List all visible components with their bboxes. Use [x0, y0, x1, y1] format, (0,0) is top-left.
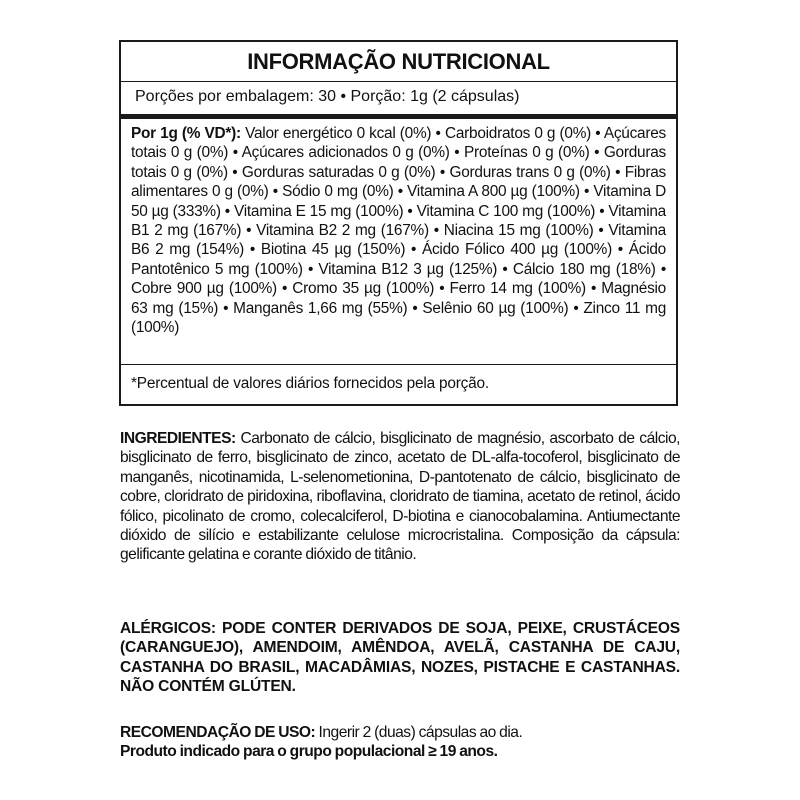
- daily-value-footnote: *Percentual de valores diários fornecidos pela porção.: [131, 375, 489, 392]
- portions-line: Porções por embalagem: 30 • Porção: 1g (2 cápsulas): [121, 82, 676, 119]
- recommendation-paragraph: [120, 723, 680, 762]
- ingredients-paragraph: [120, 429, 680, 565]
- nutrition-facts-table: [119, 40, 678, 406]
- recommendation-label: RECOMENDAÇÃO DE USO:: [120, 724, 316, 741]
- nutrient-values: Valor energético 0 kcal (0%) • Carboidratos 0 g (0%) • Açúcares totais 0 g (0%) • Açúcares adicionados 0 g (0%) • Proteínas 0 g (0%) • Gorduras totais 0 g (0%) • Gorduras saturadas 0 g (0%) • Gorduras trans 0 g (0%) • Fibras alimentares 0 g (0%) • Sódio 0 mg (0%) • Vitamina A 800 µg (100%) • Vitamina D 50 µg (333%) • Vitamina E 15 mg (100%) • Vitamina C 100 mg (100%) • Vitamina B1 2 mg (167%) • Vitamina B2 2 mg (167%) • Niacina 15 mg (100%) • Vitamina B6 2 mg (154%) • Biotina 45 µg (150%) • Ácido Fólico 400 µg (100%) • Ácido Pantotênico 5 mg (100%) • Vitamina B12 3 µg (125%) • Cálcio 180 mg (18%) • Cobre 900 µg (100%) • Cromo 35 µg (100%) • Ferro 14 mg (100%) • Magnésio 63 mg (15%) • Manganês 1,66 mg (55%) • Selênio 60 µg (100%) • Zinco 11 mg (100%): [131, 125, 666, 337]
- recommendation-text: Ingerir 2 (duas) cápsulas ao dia.: [315, 724, 523, 741]
- nutrition-title: INFORMAÇÃO NUTRICIONAL: [121, 42, 676, 82]
- ingredients-label: INGREDIENTES:: [120, 430, 236, 447]
- allergens-paragraph: ALÉRGICOS: PODE CONTER DERIVADOS DE SOJA, PEIXE, CRUSTÁCEOS (CARANGUEJO), AMENDOIM, AMÊNDOA, AVELÃ, CASTANHA DE CAJU, CASTANHA DO BRASIL, MACADÂMIAS, NOZES, PISTACHE E CASTANHAS. NÃO CONTÉM GLÚTEN.: [120, 620, 680, 696]
- target-population: Produto indicado para o grupo populacional ≥ 19 anos.: [120, 743, 498, 761]
- nutrient-list: [121, 119, 676, 365]
- per-serving-label: Por 1g (% VD*):: [131, 125, 241, 142]
- recommendation-line: [120, 723, 680, 742]
- ingredients-text: Carbonato de cálcio, bisglicinato de magnésio, ascorbato de cálcio, bisglicinato de ferro, bisglicinato de zinco, acetato de DL-alfa-tocoferol, bisglicinato de manganês, nicotinamida, L-selenometionina, D-pantotenato de cálcio, bisglicinato de cobre, cloridrato de piridoxina, riboflavina, cloridrato de tiamina, acetato de retinol, ácido fólico, picolinato de cromo, colecalciferol, D-biotina e cianocobalamina. Antiumectante dióxido de silício e estabilizante celulose microcristalina. Composição da cápsula: gelificante gelatina e corante dióxido de titânio.: [120, 430, 680, 564]
